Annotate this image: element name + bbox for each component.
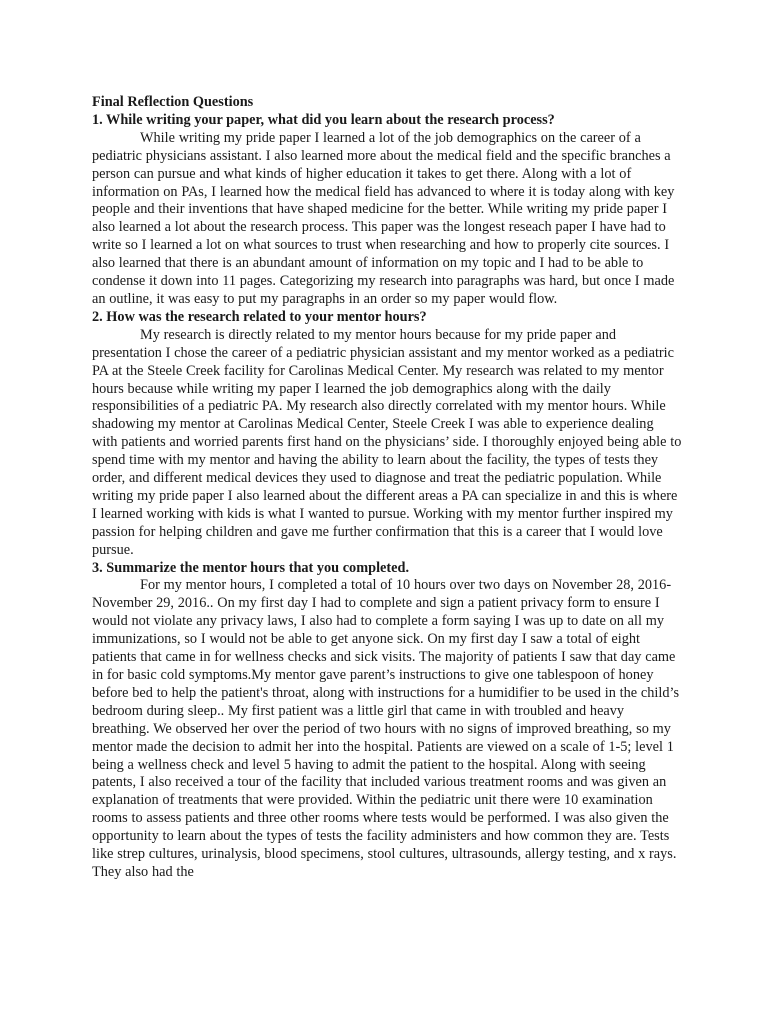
question-2: 2. How was the research related to your mentor hours? (92, 308, 427, 325)
document-page (92, 94, 682, 882)
answer-2: My research is directly related to my mentor hours because for my pride paper and presentation I chose the career of a pediatric physician assistant and my mentor worked as a pediatric PA at the Steele Creek facility for Carolinas Medical Center. My research was related to my mentor hours because while writing my paper I learned the job demographics along with the daily responsibilities of a pediatric PA. My research also directly correlated with my mentor hours. While shadowing my mentor at Carolinas Medical Center, Steele Creek I was able to experience dealing with patients and worried parents first hand on the physicians’ side. I thoroughly enjoyed being able to spend time with my mentor and having the ability to learn about the facility, the types of tests they order, and different medical devices they used to diagnose and treat the pediatric population. While writing my pride paper I also learned about the different areas a PA can specialize in and this is where I learned working with kids is what I wanted to pursue. Working with my mentor further inspired my passion for helping children and gave me further confirmation that this is a career that I would love pursue. (92, 326, 682, 558)
question-1: 1. While writing your paper, what did you learn about the research process? (92, 111, 555, 128)
question-3: 3. Summarize the mentor hours that you completed. (92, 559, 410, 576)
document-title: Final Reflection Questions (92, 94, 254, 110)
answer-3: For my mentor hours, I completed a total of 10 hours over two days on November 28, 2016- November 29, 2016.. On my first day I had to complete and sign a patient privacy form to ensure I would not violate any privacy laws, I also had to complete a form saying I was up to date on all my immunizations, so I would not be able to get anyone sick. On my first day I saw a total of eight patients that came in for wellness checks and sick visits. The majority of patients I saw that day came in for basic cold symptoms.My mentor gave parent’s instructions to give one tablespoon of honey before bed to help the patient's throat, along with instructions for a humidifier to be used in the child’s bedroom during sleep.. My first patient was a little girl that came in with troubled and heavy breathing. We observed her over the period of two hours with no signs of improved breathing, so my mentor made the decision to admit her into the hospital. Patients are viewed on a scale of 1-5; level 1 being a wellness check and level 5 having to admit the patient to the hospital. Along with seeing patents, I also received a tour of the facility that included various treatment rooms and was given an explanation of treatments that were provided. Within the pediatric unit there were 10 examination rooms to assess patients and three other rooms where tests would be performed. I was also given the opportunity to learn about the types of tests the facility administers and how common they are. Tests like strep cultures, urinalysis, blood specimens, stool cultures, ultrasounds, allergy testing, and x rays. They also had the (92, 577, 680, 880)
answer-1: While writing my pride paper I learned a lot of the job demographics on the career of a pediatric physicians assistant. I also learned more about the medical field and the specific branches a person can pursue and what kinds of higher education it takes to get there. Along with a lot of information on PAs, I learned how the medical field has advanced to where it is today along with key people and their inventions that have shaped medicine for the better. While writing my pride paper I also learned a lot about the research process. This paper was the longest reseach paper I have had to write so I learned a lot on what sources to trust when researching and how to properly cite sources. I also learned that there is an abundant amount of information on my topic and I had to be able to condense it down into 11 pages. Categorizing my research into paragraphs was hard, but once I made an outline, it was easy to put my paragraphs in an order so my paper would flow. (92, 129, 675, 307)
